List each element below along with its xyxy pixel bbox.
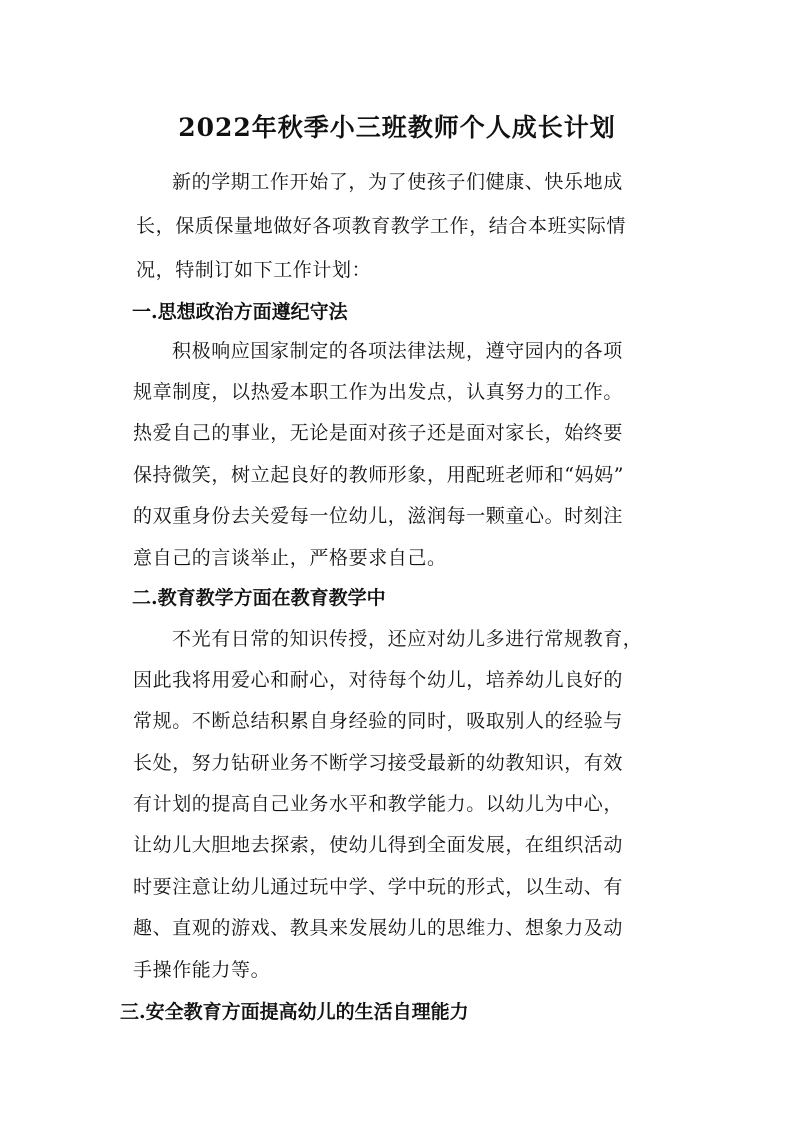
section-line: 有计划的提高自己业务水平和教学能力。以幼儿为中心， <box>133 793 624 815</box>
section-heading: 三.安全教育方面提高幼儿的生活自理能力 <box>120 1001 469 1023</box>
section-line: 趣、直观的游戏、教具来发展幼儿的思维力、想象力及动 <box>133 917 624 939</box>
section-line: 热爱自己的事业，无论是面对孩子还是面对家长，始终要 <box>133 422 624 444</box>
document-title: 2022年秋季小三班教师个人成长计划 <box>178 113 616 142</box>
intro-line: 况，特制订如下工作计划： <box>136 259 372 281</box>
section-line: 规章制度，以热爱本职工作为出发点，认真努力的工作。 <box>133 381 624 403</box>
intro-line: 长，保质保量地做好各项教育教学工作，结合本班实际情 <box>136 215 627 237</box>
section-line: 不光有日常的知识传授，还应对幼儿多进行常规教育， <box>172 628 643 650</box>
section-line: 因此我将用爱心和耐心，对待每个幼儿，培养幼儿良好的 <box>133 669 624 691</box>
section-heading: 二.教育教学方面在教育教学中 <box>132 587 386 609</box>
section-line: 常规。不断总结积累自身经验的同时，吸取别人的经验与 <box>133 710 624 732</box>
section-line: 长处，努力钻研业务不断学习接受最新的幼教知识，有效 <box>133 752 624 774</box>
section-line: 时要注意让幼儿通过玩中学、学中玩的形式，以生动、有 <box>133 876 624 898</box>
section-line: 保持微笑，树立起良好的教师形象，用配班老师和“妈妈” <box>133 464 625 486</box>
intro-line: 新的学期工作开始了，为了使孩子们健康、快乐地成 <box>172 171 623 193</box>
section-line: 让幼儿大胆地去探索，使幼儿得到全面发展，在组织活动 <box>133 834 624 856</box>
section-heading: 一.思想政治方面遵纪守法 <box>132 301 348 323</box>
section-line: 的双重身份去关爱每一位幼儿，滋润每一颗童心。时刻注 <box>133 505 624 527</box>
section-line: 意自己的言谈举止，严格要求自己。 <box>133 547 447 569</box>
section-line: 手操作能力等。 <box>133 959 271 981</box>
section-line: 积极响应国家制定的各项法律法规，遵守园内的各项 <box>172 340 623 362</box>
